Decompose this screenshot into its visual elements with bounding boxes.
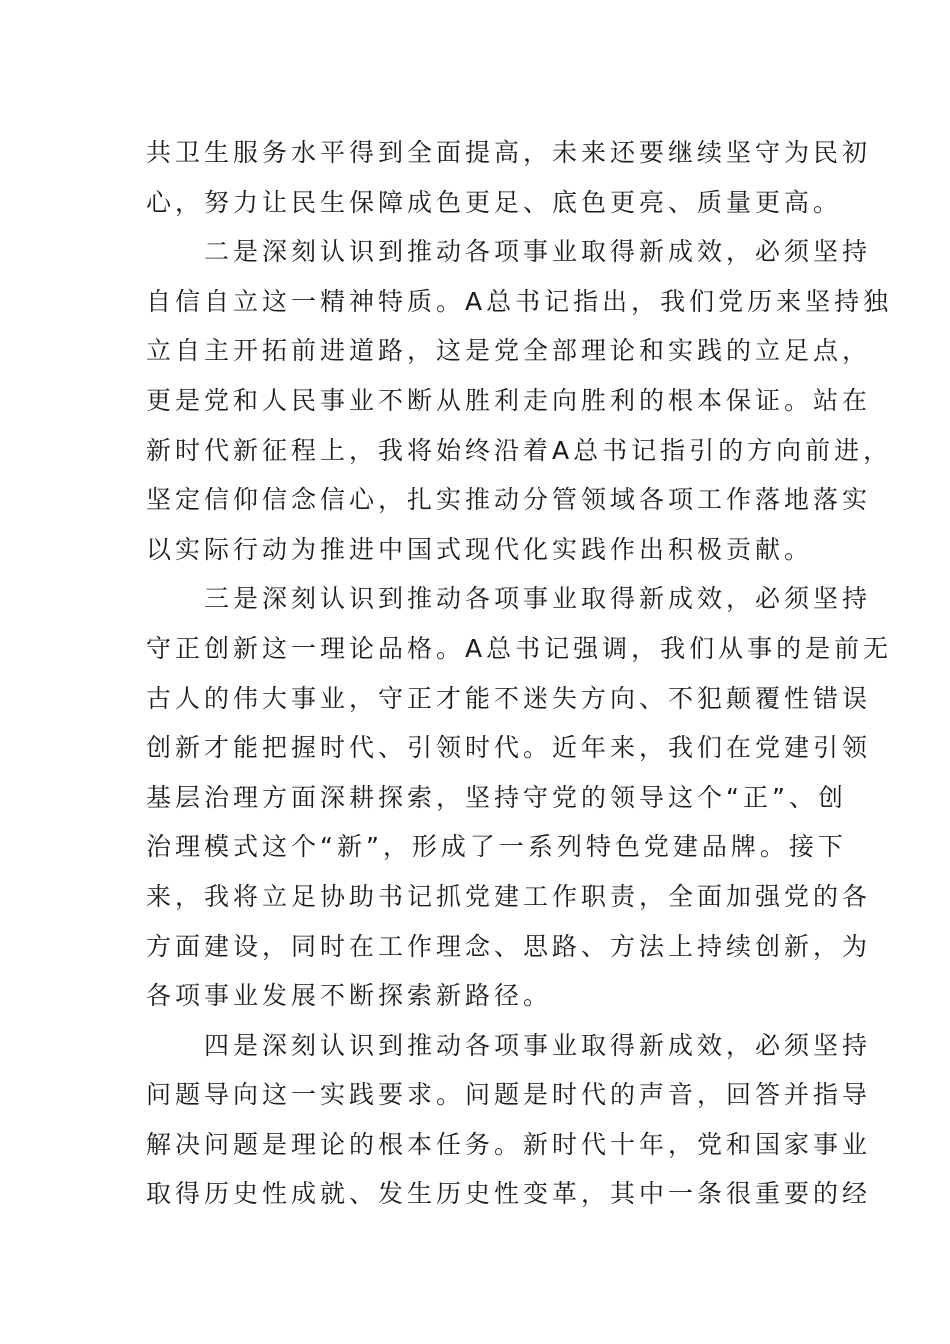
- text-line: 以实际行动为推进中国式现代化实践作出积极贡献。: [146, 534, 814, 564]
- text-line: 方面建设，同时在工作理念、思路、方法上持续创新，为: [146, 931, 872, 961]
- paragraph-start-line: 三是深刻认识到推动各项事业取得新成效，必须坚持: [204, 584, 872, 614]
- text-line: 守正创新这一理论品格。A总书记强调，我们从事的是前无: [146, 633, 893, 663]
- text-line: 基层治理方面深耕探索，坚持守党的领导这个“正”、创: [146, 782, 847, 812]
- text-line: 坚定信仰信念信心，扎实推动分管领域各项工作落地落实: [146, 485, 872, 515]
- text-line: 来，我将立足协助书记抓党建工作职责，全面加强党的各: [146, 881, 872, 911]
- text-line: 取得历史性成就、发生历史性变革，其中一条很重要的经: [146, 1179, 872, 1209]
- text-line: 新时代新征程上，我将始终沿着A总书记指引的方向前进，: [146, 435, 893, 465]
- text-line: 心，努力让民生保障成色更足、底色更亮、质量更高。: [146, 187, 843, 217]
- text-line: 问题导向这一实践要求。问题是时代的声音，回答并指导: [146, 1080, 872, 1110]
- paragraph-start-line: 二是深刻认识到推动各项事业取得新成效，必须坚持: [204, 237, 872, 267]
- body-text: [146, 128, 893, 1219]
- paragraph-start-line: 四是深刻认识到推动各项事业取得新成效，必须坚持: [204, 1030, 872, 1060]
- text-line: 各项事业发展不断探索新路径。: [146, 981, 553, 1011]
- text-line: 治理模式这个“新”，形成了一系列特色党建品牌。接下: [146, 832, 847, 862]
- text-line: 立自主开拓前进道路，这是党全部理论和实践的立足点，: [146, 336, 872, 366]
- text-line: 自信自立这一精神特质。A总书记指出，我们党历来坚持独: [146, 286, 893, 316]
- text-line: 共卫生服务水平得到全面提高，未来还要继续坚守为民初: [146, 138, 872, 167]
- text-line: 更是党和人民事业不断从胜利走向胜利的根本保证。站在: [146, 385, 872, 415]
- text-line: 古人的伟大事业，守正才能不迷失方向、不犯颠覆性错误: [146, 683, 872, 713]
- text-line: 解决问题是理论的根本任务。新时代十年，党和国家事业: [146, 1129, 872, 1159]
- text-line: 创新才能把握时代、引领时代。近年来，我们在党建引领: [146, 733, 872, 763]
